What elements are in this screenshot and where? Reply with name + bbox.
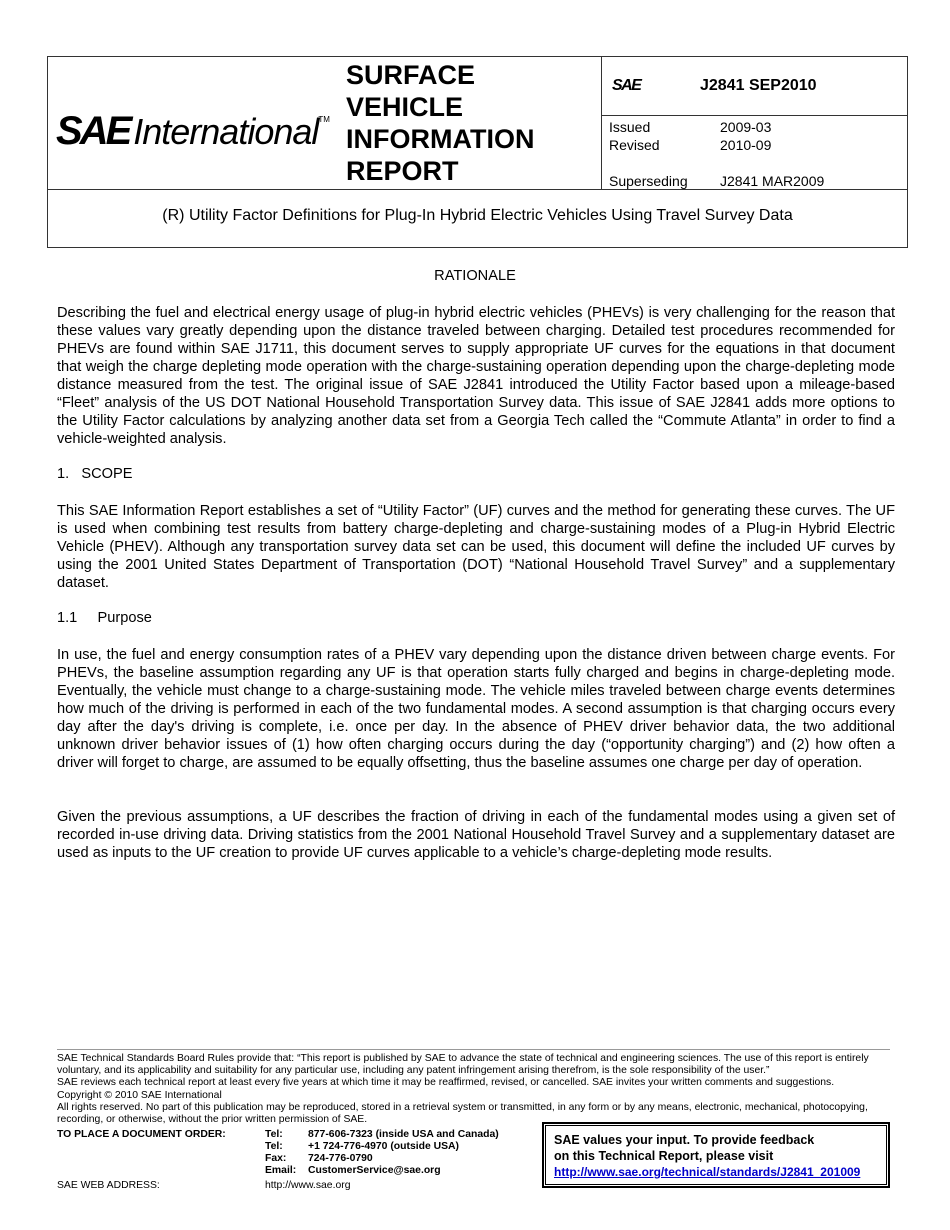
document-header (47, 56, 908, 248)
email-label: Email: (265, 1165, 297, 1176)
scope-paragraph: This SAE Information Report establishes a set of “Utility Factor” (UF) curves and the method for generating these curves. The UF is used when combining test results from battery charge-depleting and charge-sustaining modes of a Plug-in Hybrid Electric Vehicle (PHEV). Although any transportation survey data set can be used, this document will define the included UF curves by using the 2001 United States Department of Transportation (DOT) “National Household Travel Survey” and a supplementary dataset. (57, 503, 895, 591)
rationale-heading: RATIONALE (434, 268, 516, 284)
feedback-box (542, 1122, 890, 1188)
logo-trademark: TM (318, 115, 330, 124)
document-title: (R) Utility Factor Definitions for Plug-In Hybrid Electric Vehicles Using Travel Survey Data (162, 207, 793, 224)
feedback-link[interactable]: http://www.sae.org/technical/standards/J2841_201009 (554, 1165, 861, 1179)
purpose-paragraph-1: In use, the fuel and energy consumption rates of a PHEV vary depending upon the distance driven between charge events. For PHEVs, the baseline assumption regarding any UF is that operation starts fully charged and begins in charge-depleting mode. Eventually, the vehicle must change to a charge-sustaining mode. The vehicle miles traveled between charge events determines how much of the driving is performed in each of the two fundamental modes. A second assumption is that charging occurs every day after the day's driving is complete, i.e. once per day. In the absence of PHEV driver behavior data, the two additional unknown driver behavior issues of (1) how often charging occurs during the day (“opportunity charging”) and (2) how often a driver will forget to charge, are assumed to be equally offsetting, thus the baseline assumes one charge per day of operation. (57, 647, 895, 771)
footer-legal (57, 1053, 890, 1126)
fax-label: Fax: (265, 1153, 287, 1164)
revised-label: Revised (609, 137, 660, 153)
email-value[interactable]: CustomerService@sae.org (308, 1165, 441, 1176)
header-number-divider (601, 115, 908, 116)
sae-international-logo (56, 109, 330, 154)
fax-value: 724-776-0790 (308, 1153, 373, 1164)
logo-sae-text: SAE (56, 109, 130, 153)
issued-label: Issued (609, 119, 651, 135)
footer-divider (57, 1049, 890, 1050)
doc-type-line: REPORT (346, 156, 459, 186)
document-dates (609, 118, 824, 190)
purpose-heading: 1.1 Purpose (57, 610, 152, 626)
doc-type-line: INFORMATION (346, 124, 535, 154)
order-label: TO PLACE A DOCUMENT ORDER: (57, 1129, 226, 1140)
web-address-label: SAE WEB ADDRESS: (57, 1180, 160, 1191)
web-address-link[interactable]: http://www.sae.org (265, 1180, 351, 1191)
sae-small-logo: SAE (612, 77, 641, 94)
document-number: J2841 SEP2010 (700, 77, 817, 94)
footer-review: SAE reviews each technical report at least every five years at which time it may be reaffirmed, revised, or cancelled. SAE invites your written comments and suggestions. (57, 1077, 835, 1089)
scope-heading: 1. SCOPE (57, 466, 133, 482)
purpose-paragraph-2: Given the previous assumptions, a UF describes the fraction of driving in each of the fundamental modes using a given set of recorded in-use driving data. Driving statistics from the 2001 National Household Travel Survey and a supplementary dataset are used as inputs to the UF creation to provide UF curves applicable to a vehicle’s charge-depleting mode results. (57, 809, 895, 861)
revised-value: 2010-09 (720, 137, 772, 153)
feedback-line-2: on this Technical Report, please visit (554, 1149, 774, 1163)
tel2-value: +1 724-776-4970 (outside USA) (308, 1141, 460, 1152)
doc-type-line: SURFACE (346, 60, 476, 90)
tel2-label: Tel: (265, 1141, 283, 1152)
superseding-label: Superseding (609, 173, 688, 189)
order-contacts (265, 1129, 499, 1177)
footer-rights: All rights reserved. No part of this publication may be reproduced, stored in a retrieval system or transmitted, in any form or by any means, electronic, mechanical, photocopying, recording, or otherwise, without the prior written permission of SAE. (57, 1101, 868, 1126)
document-type (346, 59, 596, 187)
tel-value: 877-606-7323 (inside USA and Canada) (308, 1129, 499, 1140)
rationale-paragraph: Describing the fuel and electrical energy usage of plug-in hybrid electric vehicles (PHEVs) is very challenging for the reason that these values vary greatly depending upon the distance traveled between charging. Detailed test procedures recommended for PHEVs are found within SAE J1711, this document serves to supply appropriate UF curves for the equations in that document that weigh the charge depleting mode operation with the charge-sustaining operation depending upon the charge-depleting mode distance measured from the test. The original issue of SAE J2841 introduced the Utility Factor based upon a mileage-based “Fleet” analysis of the US DOT National Household Transportation Survey data. This issue of SAE J2841 adds more options to the Utility Factor calculations by analyzing another data set from a Georgia Tech called the “Commute Atlanta” in order to find a vehicle-weighted analysis. (57, 305, 895, 447)
superseding-value: J2841 MAR2009 (720, 173, 825, 189)
doc-type-line: VEHICLE (346, 92, 464, 122)
header-column-divider (601, 57, 602, 189)
issued-value: 2009-03 (720, 119, 772, 135)
footer-rules: SAE Technical Standards Board Rules provide that: “This report is published by SAE to advance the state of technical and engineering sciences. The use of this report is entirely voluntary, and its applicability and suitability for any particular use, including any patent infringement arising therefrom, is the sole responsibility of the user.” (57, 1053, 869, 1077)
logo-international-text: International (133, 111, 319, 152)
footer-copyright: Copyright © 2010 SAE International (57, 1089, 222, 1101)
tel-label: Tel: (265, 1129, 283, 1140)
feedback-line-1: SAE values your input. To provide feedback (554, 1133, 815, 1147)
